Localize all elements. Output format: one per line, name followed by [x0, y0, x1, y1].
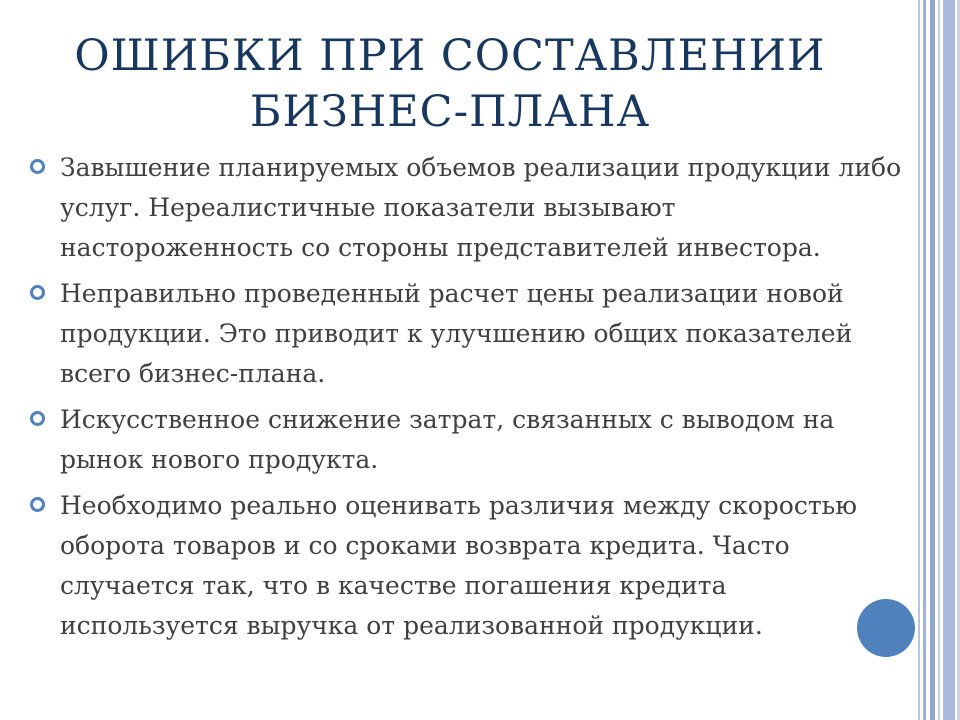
ring-bullet-icon: [30, 411, 45, 426]
border-stripe: [943, 0, 955, 720]
bullet-item: [30, 486, 910, 646]
bullet-item: [30, 400, 910, 480]
bullet-text: Неправильно проведенный расчет цены реализации новой продукции. Это приводит к улучшению общих показателей всего бизнес-плана.: [60, 279, 853, 388]
border-stripe: [930, 0, 935, 720]
slide-title: [40, 28, 860, 140]
ring-bullet-icon: [30, 497, 45, 512]
bullet-text: Искусственное снижение затрат, связанных с выводом на рынок нового продукта.: [60, 405, 835, 474]
bullet-list: [30, 148, 910, 652]
border-stripe: [918, 0, 920, 720]
slide-title-line-1: ОШИБКИ ПРИ СОСТАВЛЕНИИ: [74, 31, 826, 81]
ring-bullet-icon: [30, 159, 45, 174]
border-stripe: [938, 0, 940, 720]
bullet-item: [30, 274, 910, 394]
bullet-item: [30, 148, 910, 268]
bullet-text: Необходимо реально оценивать различия между скоростью оборота товаров и со сроками возврата кредита. Часто случается так, что в качестве погашения кредита используется выручка от реализованной продукции.: [60, 491, 858, 640]
ring-bullet-icon: [30, 285, 45, 300]
bullet-text: Завышение планируемых объемов реализации продукции либо услуг. Нереалистичные показатели вызывают настороженность со стороны представителей инвестора.: [60, 153, 902, 262]
slide-title-line-2: БИЗНЕС-ПЛАНА: [249, 87, 651, 137]
filled-circle-icon: [857, 599, 915, 657]
border-stripe: [923, 0, 926, 720]
